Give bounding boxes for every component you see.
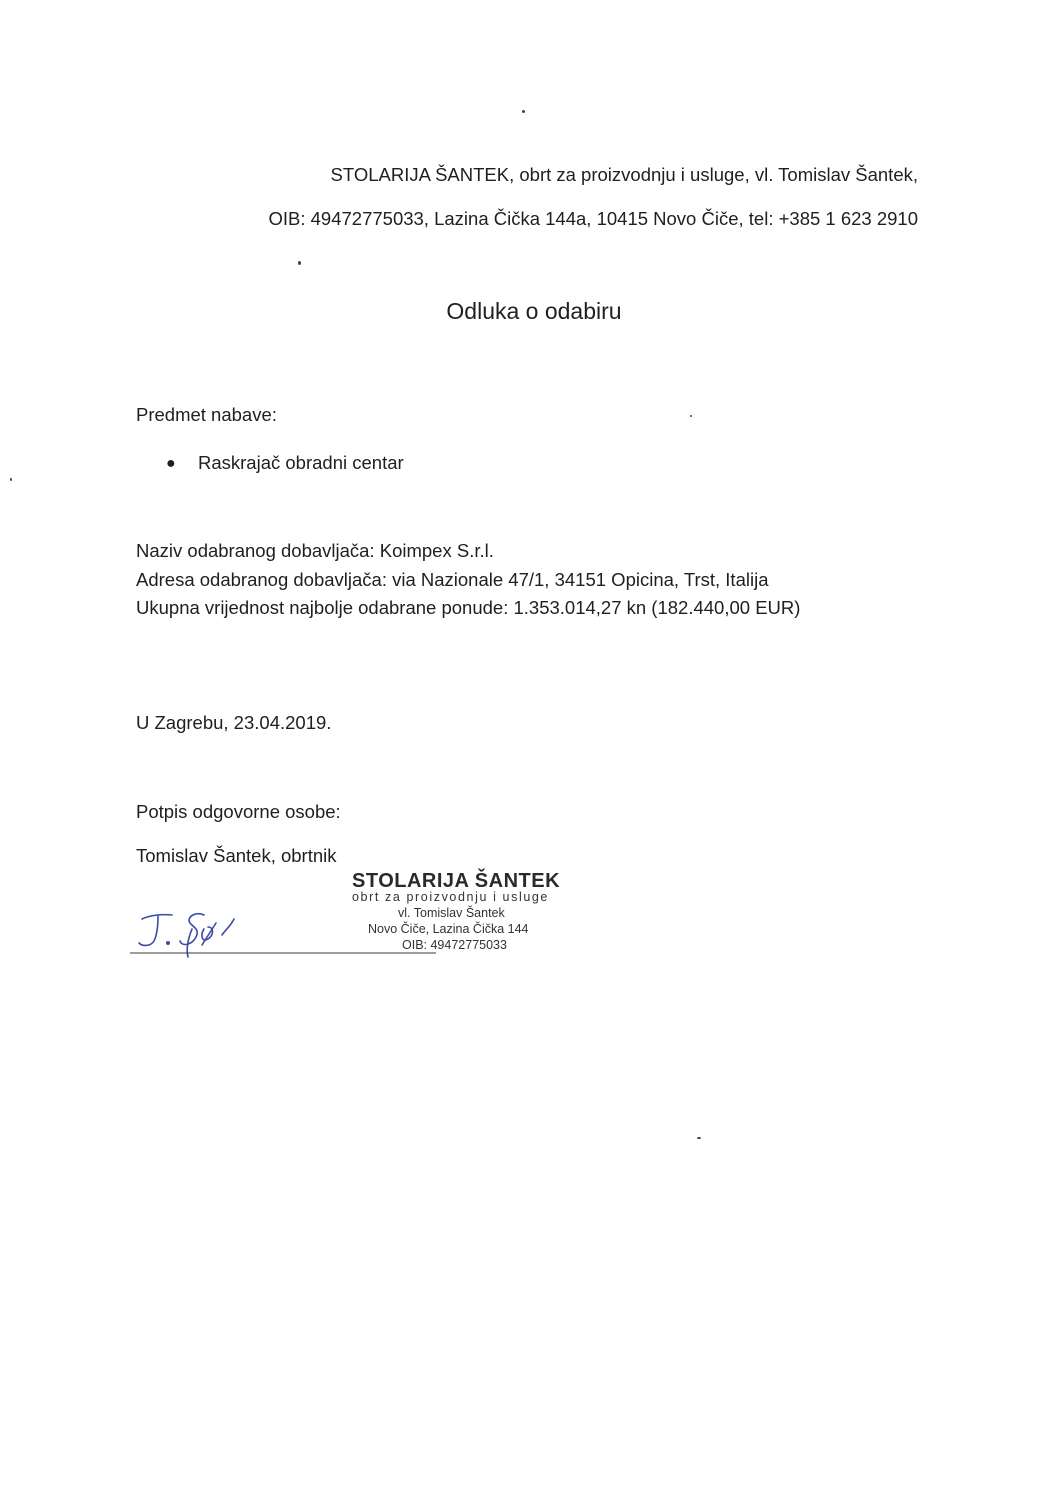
place-date: U Zagrebu, 23.04.2019. (136, 712, 332, 733)
stamp-oib: OIB: 49472775033 (402, 938, 507, 952)
scan-speck (697, 1137, 701, 1139)
supplier-address-line: Adresa odabranog dobavljača: via Nazionale 47/1, 34151 Opicina, Trst, Italija (136, 569, 769, 590)
scan-speck (522, 110, 525, 113)
scan-speck (10, 478, 12, 481)
signatory-name: Tomislav Šantek, obrtnik (136, 845, 337, 866)
handwritten-signature (130, 905, 450, 965)
stamp-company-name: STOLARIJA ŠANTEK (352, 870, 561, 892)
subject-label: Predmet nabave: (136, 404, 277, 425)
document-title: Odluka o odabiru (446, 298, 622, 324)
stamp-address: Novo Čiče, Lazina Čička 144 (368, 922, 529, 936)
stamp-owner: vl. Tomislav Šantek (398, 906, 505, 920)
header-contact-line: OIB: 49472775033, Lazina Čička 144a, 10415 Novo Čiče, tel: +385 1 623 2910 (268, 208, 918, 229)
supplier-name-line: Naziv odabranog dobavljača: Koimpex S.r.l. (136, 540, 494, 561)
scan-speck (690, 415, 692, 417)
scan-speck (298, 261, 301, 265)
subject-item-text: Raskrajač obradni centar (198, 452, 404, 473)
bullet-icon: ● (166, 455, 176, 472)
stamp-trade: obrt za proizvodnju i usluge (352, 890, 549, 904)
offer-total-line: Ukupna vrijednost najbolje odabrane ponude: 1.353.014,27 kn (182.440,00 EUR) (136, 597, 801, 618)
header-company-line: STOLARIJA ŠANTEK, obrt za proizvodnju i usluge, vl. Tomislav Šantek, (330, 164, 918, 185)
signature-label: Potpis odgovorne osobe: (136, 801, 341, 822)
subject-list-item (166, 452, 404, 474)
